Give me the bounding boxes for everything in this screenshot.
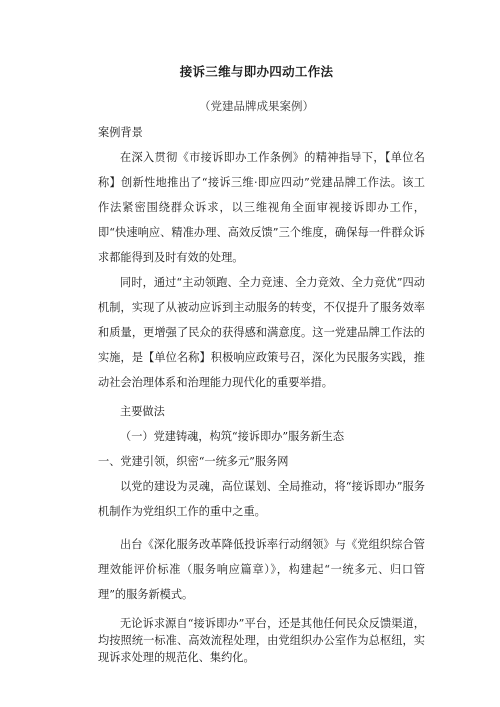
body-paragraph: 无论诉求源自“接诉即办”平台，还是其他任何民众反馈渠道，均按照统一标准、高效流程处理，由党组织办公室作为总枢纽，实现诉求处理的规范化、集约化。 [98, 617, 425, 664]
body-paragraph: 同时，通过“主动领跑、全力竞速、全力竞效、全力竞优”四动机制，实现了从被动应诉到主动服务的转变，不仅提升了服务效率和质量，更增强了民众的获得感和满意度。这一党建品牌工作法的实施，是【单位名称】积极响应政策号召，深化为民服务实践，推动社会治理体系和治理能力现代化的重要举措。 [98, 276, 425, 389]
subsection-heading: （一）党建铸魂，构筑“接诉即办”服务新生态 [120, 430, 345, 443]
body-paragraph: 出台《深化服务改革降低投诉率行动纲领》与《党组织综合管理效能评价标准（服务响应篇章）》，构建起“一统多元、归口管理”的服务新模式。 [98, 538, 425, 601]
body-paragraph: 在深入贯彻《市接诉即办工作条例》的精神指导下，【单位名称】创新性地推出了“接诉三维·即应四动”党建品牌工作法。该工作法紧密围绕群众诉求，以三维视角全面审视接诉即办工作，即“快速响应、精准办理、高效反馈”三个维度，确保每一件群众诉求都能得到及时有效的处理。 [98, 151, 425, 264]
section-heading-practice: 主要做法 [120, 405, 165, 418]
section-heading-background: 案例背景 [98, 126, 143, 139]
document-title: 接诉三维与即办四动工作法 [179, 64, 334, 79]
body-paragraph: 以党的建设为灵魂，高位谋划、全局推动，将“接诉即办”服务机制作为党组织工作的重中之重。 [98, 480, 425, 518]
subsection-heading: 一、党建引领，织密“一统多元”服务网 [98, 455, 289, 468]
document-subtitle: （党建品牌成果案例） [199, 99, 314, 113]
